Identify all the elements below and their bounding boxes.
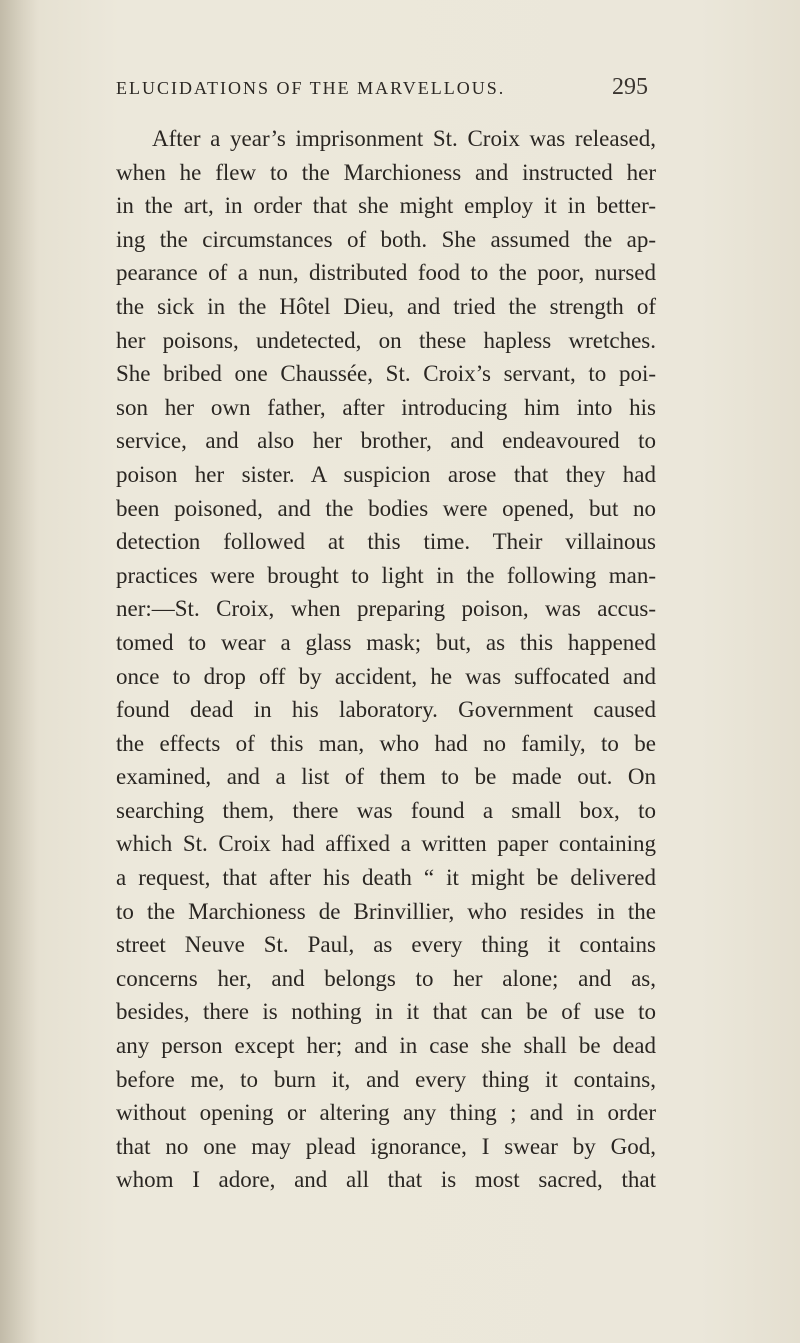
text-line: concerns her, and belongs to her alone; and as, [116, 965, 656, 991]
text-line: searching them, there was found a small box, to [116, 797, 656, 823]
body-paragraph [116, 122, 656, 1197]
text-line: without opening or altering any thing ; and in order [116, 1100, 656, 1126]
text-line: which St. Croix had affixed a written paper containing [116, 831, 656, 857]
running-title: ELUCIDATIONS OF THE MARVELLOUS. [116, 78, 506, 98]
text-line: whom I adore, and all that is most sacred, that [116, 1167, 656, 1193]
text-line: before me, to burn it, and every thing it contains, [116, 1066, 656, 1092]
text-line: the effects of this man, who had no family, to be [116, 730, 656, 756]
text-line: the sick in the Hôtel Dieu, and tried the strength of [116, 293, 656, 319]
text-line: examined, and a list of them to be made out. On [116, 764, 656, 790]
text-line: in the art, in order that she might employ it in better- [116, 193, 656, 219]
text-line: street Neuve St. Paul, as every thing it contains [116, 932, 656, 958]
text-line: detection followed at this time. Their villainous [116, 529, 656, 555]
text-line: poison her sister. A suspicion arose that they had [116, 461, 656, 487]
text-line: tomed to wear a glass mask; but, as this happened [116, 629, 656, 655]
text-line: She bribed one Chaussée, St. Croix’s servant, to poi- [116, 361, 656, 387]
text-line: After a year’s imprisonment St. Croix was released, [152, 126, 656, 151]
text-line: her poisons, undetected, on these hapless wretches. [116, 327, 656, 353]
page-number: 295 [612, 74, 648, 100]
text-line: been poisoned, and the bodies were opened, but no [116, 495, 656, 521]
text-line: ing the circumstances of both. She assumed the ap- [116, 226, 656, 252]
text-line: pearance of a nun, distributed food to the poor, nursed [116, 260, 656, 286]
page-gutter-shadow [0, 0, 38, 1343]
text-line: a request, that after his death “ it might be delivered [116, 865, 656, 891]
text-line: son her own father, after introducing him into his [116, 394, 656, 420]
text-line: service, and also her brother, and endeavoured to [116, 428, 656, 454]
text-line: ner:—St. Croix, when preparing poison, was accus- [116, 596, 656, 622]
text-line: that no one may plead ignorance, I swear by God, [116, 1133, 656, 1159]
text-line: besides, there is nothing in it that can be of use to [116, 999, 656, 1025]
text-line: to the Marchioness de Brinvillier, who resides in the [116, 898, 656, 924]
text-line: found dead in his laboratory. Government caused [116, 697, 656, 723]
text-line: any person except her; and in case she shall be dead [116, 1033, 656, 1059]
text-line: once to drop off by accident, he was suffocated and [116, 663, 656, 689]
text-line: practices were brought to light in the following man- [116, 562, 656, 588]
text-line: when he flew to the Marchioness and instructed her [116, 159, 656, 185]
